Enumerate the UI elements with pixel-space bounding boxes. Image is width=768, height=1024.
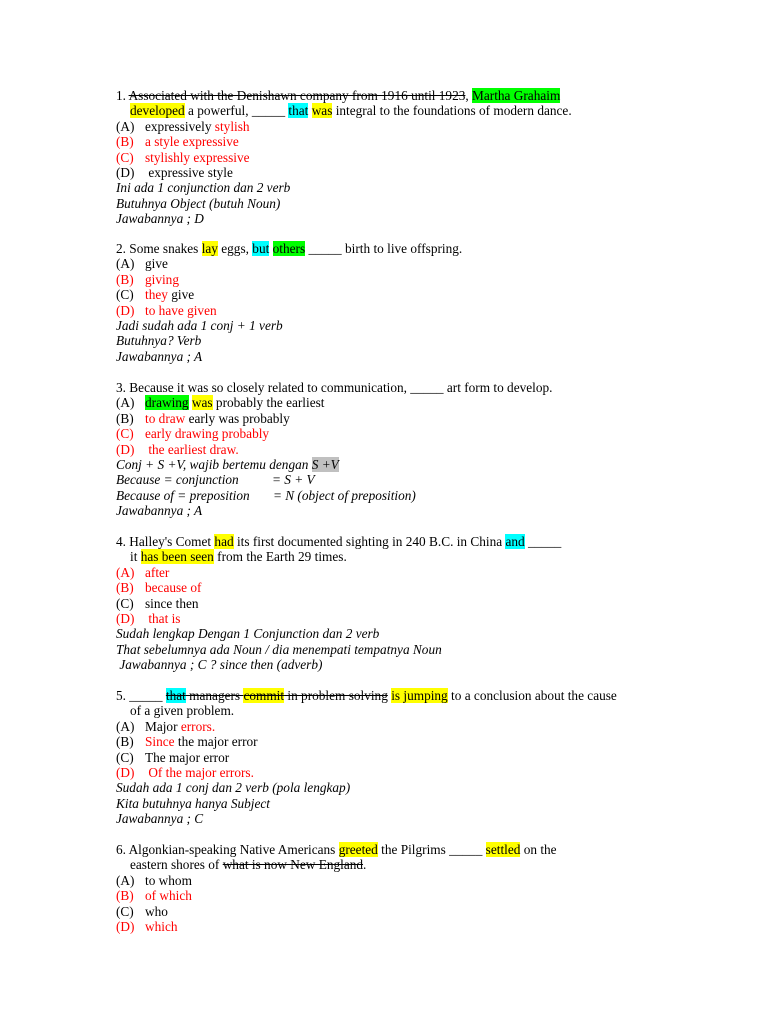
analysis-note: Kita butuhnya hanya Subject	[116, 795, 270, 811]
option-b	[116, 134, 636, 149]
option-text-red: Since	[145, 734, 175, 750]
option-text-red: to draw	[145, 410, 186, 426]
option-c	[116, 426, 636, 441]
stem-text: eastern shores of	[130, 857, 223, 873]
stem-text: on the	[520, 842, 557, 857]
option-a	[116, 119, 636, 134]
question-number: 4.	[116, 534, 130, 549]
option-label: (D)	[116, 919, 135, 935]
stem-text: it	[130, 549, 141, 565]
option-label: (D)	[116, 441, 135, 457]
option-c	[116, 287, 636, 302]
option-text: Major	[145, 718, 181, 734]
highlight-conjunction: but	[252, 241, 270, 256]
question-1-stem-cont	[116, 103, 636, 118]
option-text: after	[145, 564, 170, 580]
struck-phrase: Associated with the Denishawn company from 1916 until 1923	[128, 88, 466, 103]
option-label: (A)	[116, 718, 135, 734]
question-4-stem	[116, 534, 636, 549]
highlight-verb: greeted	[338, 842, 378, 857]
highlight-verb: had	[214, 534, 234, 549]
option-text: to have given	[145, 302, 217, 318]
answer-note: Jawabannya ; C	[116, 811, 204, 827]
analysis-note	[116, 457, 636, 472]
stem-text: .	[363, 857, 367, 873]
stem-text: _____ birth to live offspring.	[305, 241, 463, 256]
option-text-red: errors.	[180, 718, 216, 734]
option-text: early drawing probably	[145, 426, 270, 442]
option-text: expressive style	[145, 165, 233, 181]
question-number: 1.	[116, 88, 129, 103]
option-label: (C)	[116, 426, 134, 442]
option-label: (B)	[116, 580, 134, 596]
option-text: give	[145, 256, 168, 272]
option-label: (C)	[116, 287, 134, 303]
option-label: (D)	[116, 302, 135, 318]
option-text: the major error	[174, 734, 258, 750]
analysis-note: Ini ada 1 conjunction dan 2 verb	[116, 180, 291, 196]
option-label: (C)	[116, 749, 134, 765]
highlight-verb: settled	[485, 842, 521, 857]
question-2	[116, 241, 636, 364]
option-b	[116, 888, 636, 903]
stem-text: eggs,	[217, 241, 253, 256]
highlight-conjunction: that	[165, 688, 186, 703]
option-label: (A)	[116, 395, 135, 411]
option-label: (D)	[116, 165, 135, 181]
highlight-verb: was	[311, 103, 333, 119]
option-text: Of the major errors.	[145, 765, 254, 781]
option-text-red: they	[145, 287, 168, 303]
option-text: to whom	[145, 872, 192, 888]
option-text: expressively	[145, 118, 215, 134]
answer-note: Jawabannya ; C ? since then (adverb)	[116, 657, 323, 673]
option-d	[116, 919, 636, 934]
question-4-stem-cont	[116, 549, 636, 564]
highlight-subject: Martha Grahaim	[472, 88, 561, 103]
question-3-stem	[116, 380, 636, 395]
option-label: (C)	[116, 595, 134, 611]
highlight-conjunction: and	[505, 534, 525, 549]
option-b	[116, 411, 636, 426]
stem-text: a powerful, _____	[184, 103, 289, 119]
option-b	[116, 734, 636, 749]
option-text: because of	[145, 580, 202, 596]
question-1	[116, 88, 636, 227]
highlight-verb: is jumping	[391, 688, 448, 703]
option-c	[116, 750, 636, 765]
analysis-note: Sudah ada 1 conj dan 2 verb (pola lengkap)	[116, 780, 351, 796]
option-a	[116, 395, 636, 410]
analysis-note: Sudah lengkap Dengan 1 Conjunction dan 2 verb	[116, 626, 380, 642]
question-5-stem-cont	[116, 703, 636, 718]
struck-phrase: what is now New England	[222, 857, 364, 873]
question-5	[116, 688, 636, 827]
option-b	[116, 580, 636, 595]
stem-text: Halley's Comet	[129, 534, 215, 549]
option-c	[116, 904, 636, 919]
option-d	[116, 165, 636, 180]
question-6-stem	[116, 842, 636, 857]
stem-text: ,	[465, 88, 469, 103]
answer-note: Jawabannya ; A	[116, 348, 203, 364]
option-a	[116, 256, 636, 271]
option-a	[116, 565, 636, 580]
question-number: 2.	[116, 241, 130, 256]
stem-text: Some snakes	[129, 241, 202, 256]
highlight-verb: commit	[243, 688, 285, 703]
analysis-note: Butuhnya Object (butuh Noun)	[116, 195, 281, 211]
option-text: that is	[145, 611, 181, 627]
option-label: (C)	[116, 149, 134, 165]
option-label: (D)	[116, 611, 135, 627]
answer-note: Jawabannya ; D	[116, 211, 204, 227]
stem-text: Algonkian-speaking Native Americans	[128, 842, 339, 857]
analysis-note: Butuhnya? Verb	[116, 333, 202, 349]
question-4	[116, 534, 636, 673]
option-label: (B)	[116, 888, 134, 904]
note-text: Conj + S +V, wajib bertemu dengan	[116, 457, 312, 473]
stem-text: the Pilgrims _____	[377, 842, 486, 857]
stem-text: to a conclusion about the cause	[447, 688, 617, 703]
option-label: (A)	[116, 564, 135, 580]
stem-text: _____	[524, 534, 562, 549]
option-label: (A)	[116, 118, 135, 134]
answer-note: Jawabannya ; A	[116, 503, 203, 519]
highlight-verb: has been seen	[140, 549, 214, 565]
analysis-note: Jadi sudah ada 1 conj + 1 verb	[116, 318, 283, 334]
option-text: early was probably	[185, 410, 290, 426]
struck-phrase: in problem solving	[284, 688, 388, 703]
option-text: giving	[145, 271, 179, 287]
option-label: (A)	[116, 256, 135, 272]
option-label: (B)	[116, 271, 134, 287]
option-a	[116, 719, 636, 734]
option-a	[116, 873, 636, 888]
highlight-pattern: S +V	[311, 457, 339, 473]
option-label: (D)	[116, 765, 135, 781]
option-text: the earliest draw.	[145, 441, 239, 457]
option-text: stylishly expressive	[145, 149, 250, 165]
question-2-stem	[116, 241, 636, 256]
option-text: probably the earliest	[212, 395, 325, 411]
option-b	[116, 272, 636, 287]
option-label: (B)	[116, 734, 134, 750]
struck-phrase: managers	[185, 688, 244, 703]
analysis-note: Because = conjunction = S + V	[116, 472, 315, 488]
question-6-stem-cont	[116, 857, 636, 872]
option-text-red: stylish	[214, 118, 250, 134]
analysis-note: Because of = preposition = N (object of preposition)	[116, 487, 416, 503]
option-text: since then	[145, 595, 199, 611]
option-text: of which	[145, 888, 192, 904]
option-c	[116, 596, 636, 611]
highlight-subject: others	[272, 241, 306, 256]
option-d	[116, 442, 636, 457]
question-5-stem	[116, 688, 636, 703]
option-c	[116, 150, 636, 165]
question-number: 3.	[116, 380, 130, 395]
highlight-verb: was	[191, 395, 213, 411]
option-text: The major error	[145, 749, 230, 765]
stem-text: its first documented sighting in 240 B.C. in China	[233, 534, 506, 549]
option-label: (B)	[116, 410, 134, 426]
question-1-stem	[116, 88, 636, 103]
stem-text: from the Earth 29 times.	[213, 549, 347, 565]
analysis-note: That sebelumnya ada Noun / dia menempati tempatnya Noun	[116, 641, 442, 657]
question-3	[116, 380, 636, 519]
question-6	[116, 842, 636, 934]
question-number: 5.	[116, 688, 130, 703]
option-text: a style expressive	[145, 134, 239, 150]
option-d	[116, 765, 636, 780]
stem-text: of a given problem.	[130, 703, 235, 719]
question-number: 6.	[116, 842, 129, 857]
highlight-conjunction: that	[288, 103, 309, 119]
stem-text: Because it was so closely related to communication, _____ art form to develop.	[129, 380, 553, 395]
highlight-subject: drawing	[145, 395, 189, 411]
option-label: (B)	[116, 134, 134, 150]
option-text: who	[145, 903, 168, 919]
stem-text: _____	[129, 688, 166, 703]
option-text: which	[145, 919, 178, 935]
highlight-verb: developed	[130, 103, 185, 119]
option-d	[116, 303, 636, 318]
option-label: (A)	[116, 872, 135, 888]
option-d	[116, 611, 636, 626]
highlight-verb: lay	[201, 241, 218, 256]
stem-text: integral to the foundations of modern dance.	[332, 103, 572, 119]
option-text: give	[167, 287, 195, 303]
option-label: (C)	[116, 903, 134, 919]
